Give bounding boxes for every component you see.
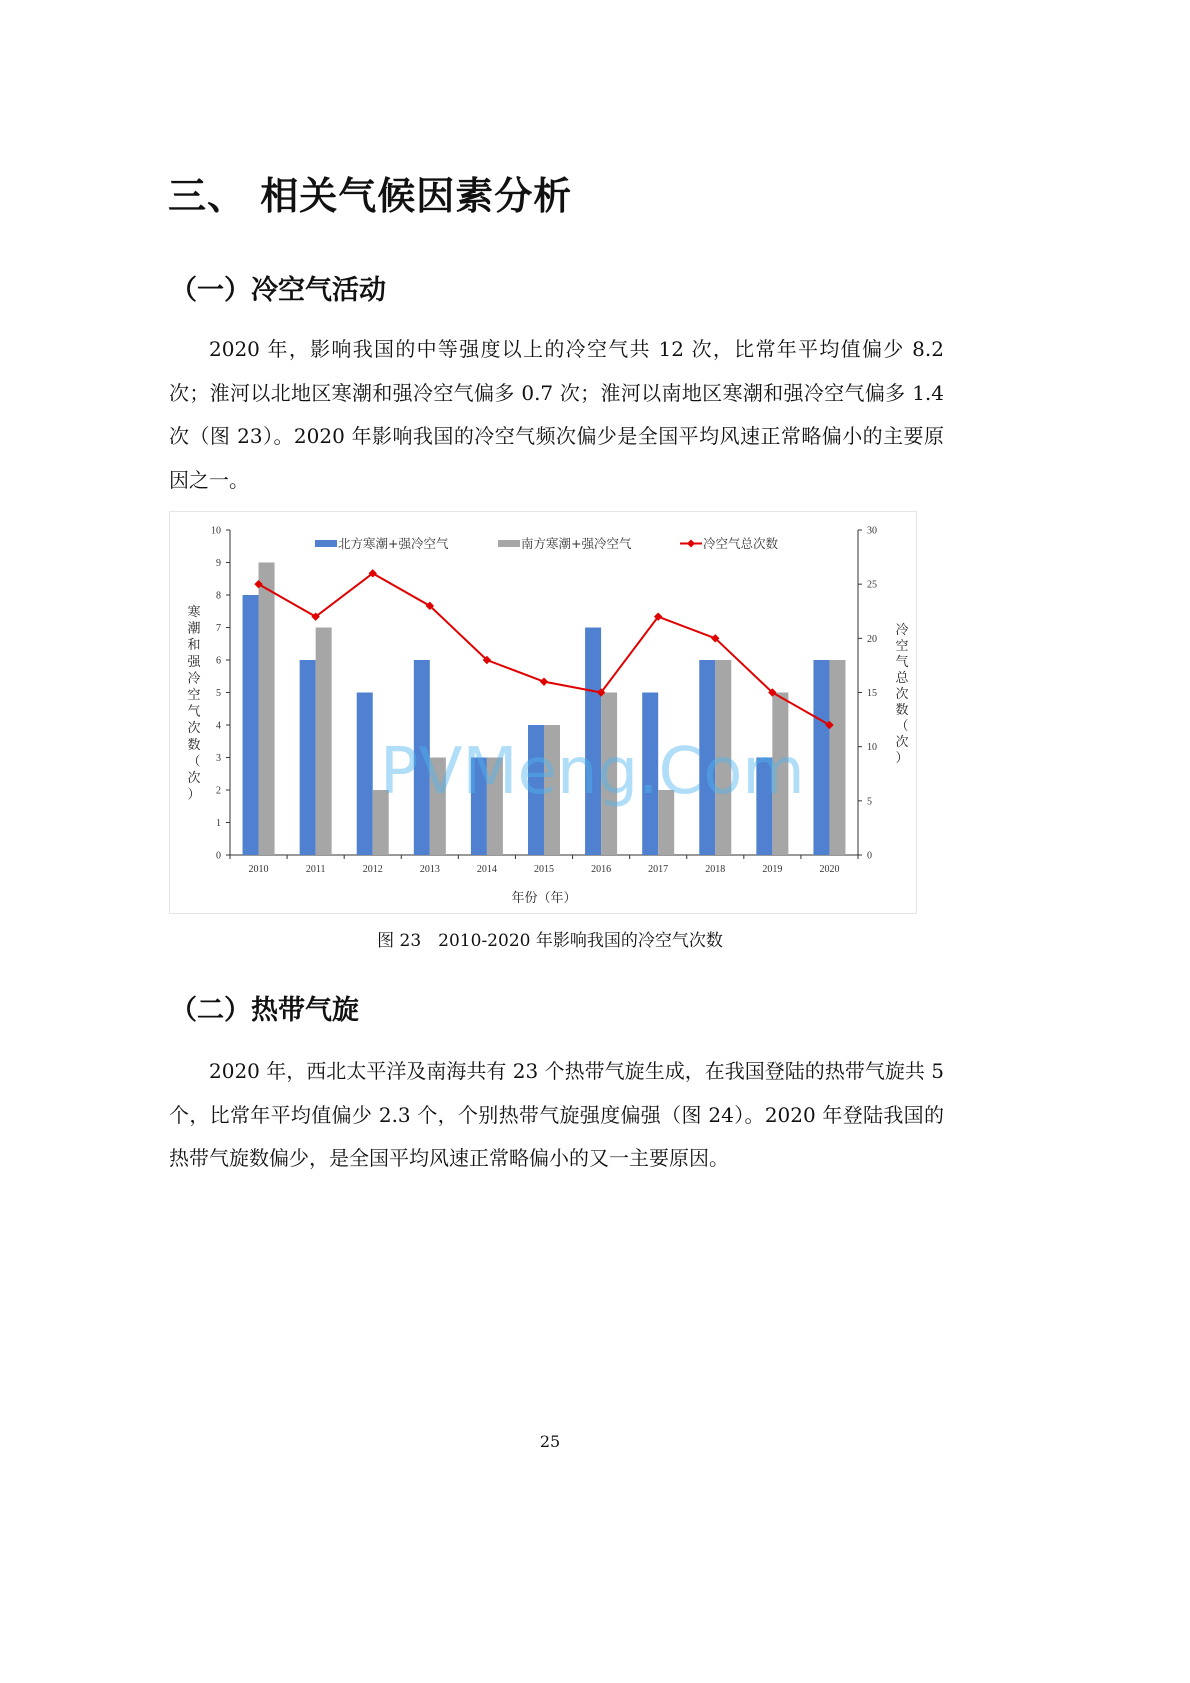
legend-total-label: 冷空气总次数 — [703, 536, 779, 551]
y-axis-title-char: 数 — [187, 737, 201, 753]
legend-south-swatch — [498, 540, 520, 547]
bar-south — [430, 758, 446, 856]
y-tick-label: 2 — [216, 785, 221, 797]
x-tick-label: 2016 — [591, 864, 612, 875]
bar-south — [658, 790, 674, 855]
subsection-title-tropical-cyclone: （二）热带气旋 — [170, 995, 359, 1026]
y-tick-label: 4 — [216, 720, 221, 732]
y-tick-label: 7 — [216, 623, 221, 634]
y2-axis-title-char: 次 — [895, 735, 909, 750]
chart-svg — [170, 512, 918, 915]
y2-axis-title-char: 总 — [895, 671, 909, 686]
paragraph-tropical-cyclone: 2020 年，西北太平洋及南海共有 23 个热带气旋生成，在我国登陆的热带气旋共 5 个，比常年平均值偏少 2.3 个，个别热带气旋强度偏强（图 24）。2020 年登陆我国的热带气旋数偏少，是全国平均风速正常略偏小的又一主要原因。 — [169, 1059, 944, 1170]
figure-caption: 图 23 2010-2020 年影响我国的冷空气次数 — [377, 931, 723, 951]
legend-north-label: 北方寒潮+强冷空气 — [338, 536, 449, 551]
section-title: 三、 相关气候因素分析 — [168, 174, 573, 218]
y-axis-title-char: 强 — [187, 654, 201, 670]
bar-north — [471, 758, 487, 856]
y-axis-title-char: 气 — [187, 704, 201, 720]
y2-axis-title-char: 数 — [895, 703, 909, 718]
bar-south — [715, 660, 731, 855]
y-axis-title-char: 次 — [187, 771, 201, 786]
bar-south — [829, 660, 845, 855]
y2-axis-title-char: 气 — [895, 655, 909, 670]
y-axis-title-char: 空 — [187, 688, 201, 703]
y2-axis-title-char: 次 — [895, 687, 909, 702]
bar-south — [316, 628, 332, 856]
bar-south — [487, 758, 503, 856]
bar-south — [601, 693, 617, 856]
bar-north — [585, 628, 601, 856]
y-tick-label: 5 — [216, 688, 221, 699]
y2-tick-label: 20 — [867, 633, 877, 645]
bar-north — [813, 660, 829, 855]
y-tick-label: 9 — [216, 558, 221, 569]
y-tick-label: 10 — [211, 525, 221, 537]
y-tick-label: 1 — [216, 818, 221, 829]
bar-south — [373, 790, 389, 855]
y-axis-title-char: 寒 — [187, 605, 201, 620]
y-axis-title-char: （ — [187, 754, 201, 770]
paragraph-cold-air: 2020 年，影响我国的中等强度以上的冷空气共 12 次，比常年平均值偏少 8.2 次；淮河以北地区寒潮和强冷空气偏多 0.7 次；淮河以南地区寒潮和强冷空气偏多 1.4 次（图 23）。2020 年影响我国的冷空气频次偏少是全国平均风速正常略偏小的主要原因之一。 — [169, 337, 944, 492]
bar-north — [699, 660, 715, 855]
watermark: PVMeng.Com — [380, 735, 805, 809]
y2-axis-title-char: 冷 — [895, 623, 909, 638]
x-tick-label: 2019 — [762, 864, 783, 875]
y2-tick-label: 5 — [867, 796, 872, 808]
y2-tick-label: 10 — [867, 742, 877, 754]
bar-north — [243, 595, 259, 855]
subsection-title-cold-air: （一）冷空气活动 — [170, 275, 386, 306]
legend-south-label: 南方寒潮+强冷空气 — [521, 536, 632, 551]
x-axis-title: 年份（年） — [511, 891, 577, 906]
bar-north — [642, 693, 658, 856]
y-axis-title-char: 冷 — [187, 671, 201, 687]
legend-north-swatch — [315, 540, 337, 547]
page-number: 25 — [539, 1432, 561, 1451]
total-line-marker — [540, 677, 548, 685]
y-tick-label: 8 — [216, 590, 221, 602]
x-tick-label: 2012 — [362, 864, 383, 875]
x-tick-label: 2015 — [534, 864, 554, 875]
bar-north — [300, 660, 316, 855]
y2-tick-label: 0 — [867, 850, 872, 862]
legend-total-swatch-marker — [687, 540, 695, 548]
bar-south — [772, 693, 788, 856]
y-axis-title-char: 和 — [187, 638, 201, 654]
bar-north — [756, 758, 772, 856]
x-tick-label: 2017 — [648, 864, 669, 875]
y2-tick-label: 15 — [867, 688, 877, 699]
y-axis-title-char: ） — [187, 787, 201, 803]
x-tick-label: 2011 — [305, 864, 326, 875]
x-tick-label: 2013 — [419, 864, 440, 875]
bar-north — [528, 725, 544, 855]
bar-north — [414, 660, 430, 855]
x-tick-label: 2010 — [248, 864, 269, 875]
total-line — [259, 573, 830, 725]
y2-axis-title-char: （ — [895, 719, 909, 734]
bar-north — [357, 693, 373, 856]
y-axis-title-char: 次 — [187, 721, 201, 737]
y-tick-label: 0 — [216, 850, 221, 862]
y-tick-label: 3 — [216, 753, 221, 764]
y2-tick-label: 30 — [867, 525, 877, 537]
y-tick-label: 6 — [216, 655, 221, 667]
bar-south — [544, 725, 560, 855]
y2-tick-label: 25 — [867, 579, 877, 591]
y-axis-title-char: 潮 — [187, 621, 201, 637]
x-tick-label: 2018 — [705, 864, 726, 875]
y2-axis-title-char: 空 — [895, 639, 909, 654]
x-tick-label: 2014 — [476, 864, 497, 875]
y2-axis-title-char: ） — [895, 751, 909, 766]
bar-south — [259, 563, 275, 856]
figure-23-chart — [169, 511, 917, 914]
x-tick-label: 2020 — [819, 864, 840, 875]
